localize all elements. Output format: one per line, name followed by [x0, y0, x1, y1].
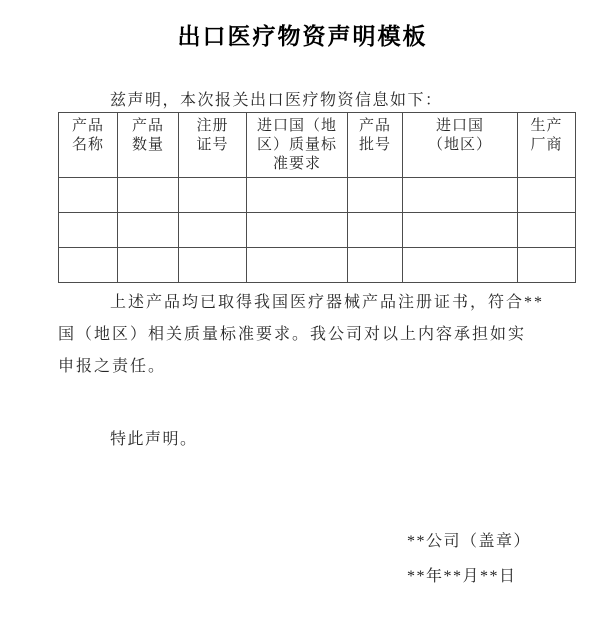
table-cell [247, 178, 348, 213]
table-cell [118, 213, 179, 248]
table-row [59, 213, 576, 248]
table-cell [179, 178, 247, 213]
header-line: 产品 [131, 118, 164, 134]
header-line: 进口国 [435, 118, 484, 134]
table-cell [518, 248, 576, 283]
table-row [59, 178, 576, 213]
header-batch-no [348, 113, 403, 178]
header-registration-no [179, 113, 247, 178]
table-cell [118, 248, 179, 283]
header-line: 准要求 [272, 156, 321, 172]
statement-line: 国（地区）相关质量标准要求。我公司对以上内容承担如实 [58, 326, 527, 343]
table-cell [348, 178, 403, 213]
header-import-country [403, 113, 518, 178]
table-cell [179, 248, 247, 283]
table-cell [59, 248, 118, 283]
header-import-country-quality [247, 113, 348, 178]
header-line: 区）质量标 [256, 137, 337, 153]
header-line: 证号 [196, 137, 229, 153]
table-cell [247, 248, 348, 283]
signature-company: **公司（盖章） [407, 533, 532, 550]
table-cell [403, 248, 518, 283]
table-cell [118, 178, 179, 213]
header-line: 数量 [131, 137, 164, 153]
statement-line: 上述产品均已取得我国医疗器械产品注册证书，符合** [110, 294, 545, 311]
header-line: （地区） [427, 137, 492, 153]
medical-supplies-table [58, 112, 576, 283]
header-line: 厂商 [530, 137, 563, 153]
intro-statement: 兹声明，本次报关出口医疗物资信息如下： [110, 92, 443, 109]
table-header-row [59, 113, 576, 178]
table-cell [59, 213, 118, 248]
page-title: 出口医疗物资声明模板 [177, 24, 428, 49]
table-cell [179, 213, 247, 248]
header-line: 名称 [71, 137, 104, 153]
header-line: 生产 [530, 118, 563, 134]
signature-date: **年**月**日 [407, 568, 517, 585]
header-line: 进口国（地 [256, 118, 337, 134]
header-product-quantity [118, 113, 179, 178]
header-product-name [59, 113, 118, 178]
table-cell [348, 213, 403, 248]
table-cell [403, 213, 518, 248]
header-line: 产品 [358, 118, 391, 134]
table-cell [518, 213, 576, 248]
header-manufacturer [518, 113, 576, 178]
table-cell [59, 178, 118, 213]
declaration-statement [58, 287, 570, 383]
table-row [59, 248, 576, 283]
table-cell [348, 248, 403, 283]
table-cell [247, 213, 348, 248]
header-line: 批号 [358, 137, 391, 153]
statement-line: 申报之责任。 [58, 358, 167, 375]
table-cell [518, 178, 576, 213]
closing-statement: 特此声明。 [110, 431, 198, 448]
table-cell [403, 178, 518, 213]
header-line: 产品 [71, 118, 104, 134]
header-line: 注册 [196, 118, 229, 134]
